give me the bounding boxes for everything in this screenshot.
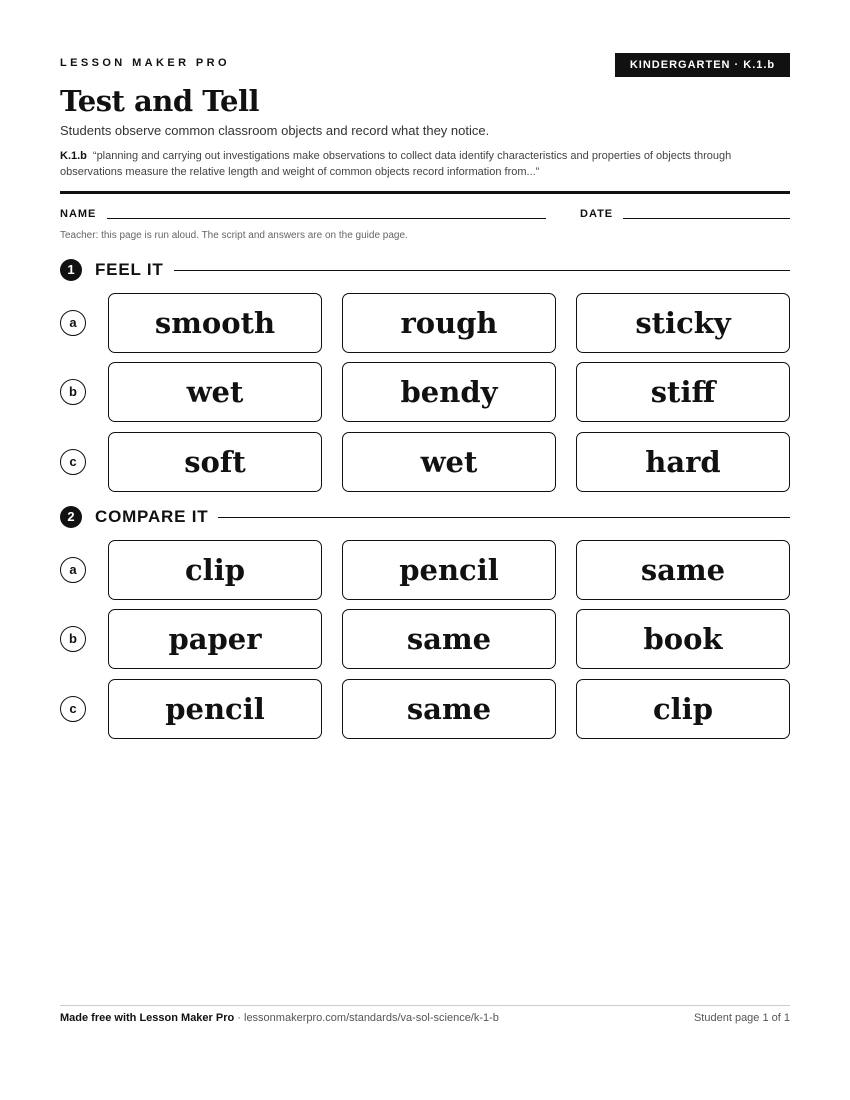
footer-made-with: Made free with Lesson Maker Pro bbox=[60, 1012, 235, 1024]
word-card[interactable]: wet bbox=[342, 432, 556, 492]
word-card[interactable]: pencil bbox=[342, 540, 556, 600]
date-field[interactable] bbox=[623, 218, 790, 219]
name-field[interactable] bbox=[107, 218, 546, 219]
row-letter: c bbox=[60, 449, 86, 475]
word-card[interactable]: stiff bbox=[576, 362, 790, 422]
teacher-note: Teacher: this page is run aloud. The script and answers are on the guide page. bbox=[60, 230, 408, 241]
section-title: FEEL IT bbox=[95, 259, 174, 281]
word-card[interactable]: same bbox=[342, 609, 556, 669]
word-card[interactable]: bendy bbox=[342, 362, 556, 422]
row-letter: b bbox=[60, 626, 86, 652]
page-number: Student page 1 of 1 bbox=[693, 1012, 790, 1024]
row-letter: c bbox=[60, 696, 86, 722]
word-card[interactable]: clip bbox=[576, 679, 790, 739]
word-card[interactable]: hard bbox=[576, 432, 790, 492]
standard-code: K.1.b bbox=[60, 150, 87, 162]
row-2b bbox=[60, 609, 790, 669]
row-1c bbox=[60, 432, 790, 492]
word-card[interactable]: book bbox=[576, 609, 790, 669]
brand-name: LESSON MAKER PRO bbox=[60, 57, 230, 69]
word-card[interactable]: same bbox=[342, 679, 556, 739]
row-letter: b bbox=[60, 379, 86, 405]
word-card[interactable]: same bbox=[576, 540, 790, 600]
section-number: 2 bbox=[60, 506, 82, 528]
page-subtitle: Students observe common classroom objects and record what they notice. bbox=[60, 123, 490, 138]
word-card[interactable]: smooth bbox=[108, 293, 322, 353]
word-card[interactable]: sticky bbox=[576, 293, 790, 353]
grade-badge: KINDERGARTEN · K.1.b bbox=[615, 53, 790, 77]
word-card[interactable]: rough bbox=[342, 293, 556, 353]
standard-description bbox=[60, 148, 790, 180]
date-label: DATE bbox=[580, 208, 614, 220]
row-1b bbox=[60, 362, 790, 422]
row-2c bbox=[60, 679, 790, 739]
row-2a bbox=[60, 540, 790, 600]
section-number: 1 bbox=[60, 259, 82, 281]
section-compare-it bbox=[60, 506, 790, 528]
row-letter: a bbox=[60, 557, 86, 583]
section-title: COMPARE IT bbox=[95, 506, 218, 528]
section-feel-it bbox=[60, 259, 790, 281]
word-card[interactable]: clip bbox=[108, 540, 322, 600]
word-card[interactable]: wet bbox=[108, 362, 322, 422]
header-divider bbox=[60, 191, 790, 194]
row-1a bbox=[60, 293, 790, 353]
footer-divider bbox=[60, 1005, 790, 1006]
word-card[interactable]: pencil bbox=[108, 679, 322, 739]
word-card[interactable]: paper bbox=[108, 609, 322, 669]
name-label: NAME bbox=[60, 208, 97, 220]
section-divider bbox=[95, 270, 790, 271]
standard-text: “planning and carrying out investigations make observations to collect data identify characteristics and properties of objects through observations measure the relative length and weight of common objects record information from...” bbox=[60, 150, 732, 178]
page-title: Test and Tell bbox=[60, 84, 260, 118]
footer-credit bbox=[60, 1012, 499, 1024]
footer-url[interactable]: · lessonmakerpro.com/standards/va-sol-science/k-1-b bbox=[234, 1012, 499, 1024]
row-letter: a bbox=[60, 310, 86, 336]
word-card[interactable]: soft bbox=[108, 432, 322, 492]
